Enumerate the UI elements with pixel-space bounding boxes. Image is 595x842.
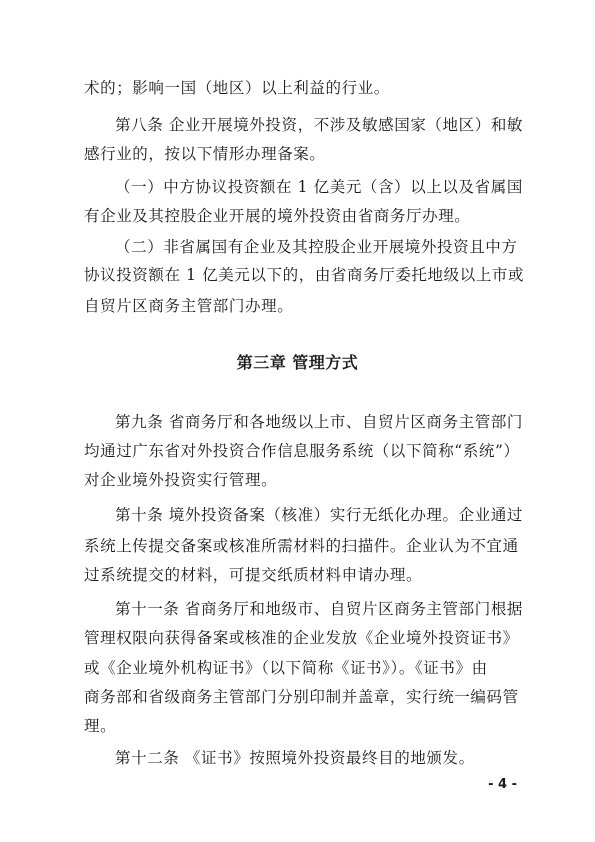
article-11-line: 第十一条 省商务厅和地级市、自贸片区商务主管部门根据 (115, 600, 524, 618)
article-9-line: 第九条 省商务厅和各地级以上市、自贸片区商务主管部门 (115, 413, 524, 431)
chapter-heading: 第三章 管理方式 (236, 353, 359, 372)
text-line: 有企业及其控股企业开展的境外投资由省商务厅办理。 (84, 207, 471, 225)
article-12-line: 第十二条 《证书》按照境外投资最终目的地颁发。 (115, 749, 475, 767)
page-number: - 4 - (488, 777, 517, 792)
text-line: 过系统提交的材料，可提交纸质材料申请办理。 (84, 566, 423, 584)
text-line: 均通过广东省对外投资合作信息服务系统（以下简称“系统”） (84, 442, 520, 460)
text-line: 理。 (84, 717, 117, 735)
text-line: 自贸片区商务主管部门办理。 (84, 297, 294, 315)
text-line: 或《企业境外机构证书》（以下简称《证书》）。《证书》由 (84, 659, 488, 677)
article-10-line: 第十条 境外投资备案（核准）实行无纸化办理。企业通过 (115, 506, 524, 524)
article-8-line: 第八条 企业开展境外投资，不涉及敏感国家（地区）和敏 (115, 116, 524, 134)
text-line: 系统上传提交备案或核准所需材料的扫描件。企业认为不宜通 (84, 537, 519, 555)
text-line: 管理权限向获得备案或核准的企业发放《企业境外投资证书》 (84, 629, 519, 647)
clause-1-line: （一）中方协议投资额在 1 亿美元（含）以上以及省属国 (115, 178, 523, 196)
text-line: 术的；影响一国（地区）以上利益的行业。 (84, 79, 390, 97)
text-line: 商务部和省级商务主管部门分别印制并盖章，实行统一编码管 (84, 688, 519, 706)
text-line: 感行业的，按以下情形办理备案。 (84, 145, 326, 163)
text-line: 协议投资额在 1 亿美元以下的，由省商务厅委托地级以上市或 (84, 266, 525, 284)
text-line: 对企业境外投资实行管理。 (84, 471, 278, 489)
clause-2-line: （二）非省属国有企业及其控股企业开展境外投资且中方 (115, 238, 518, 256)
